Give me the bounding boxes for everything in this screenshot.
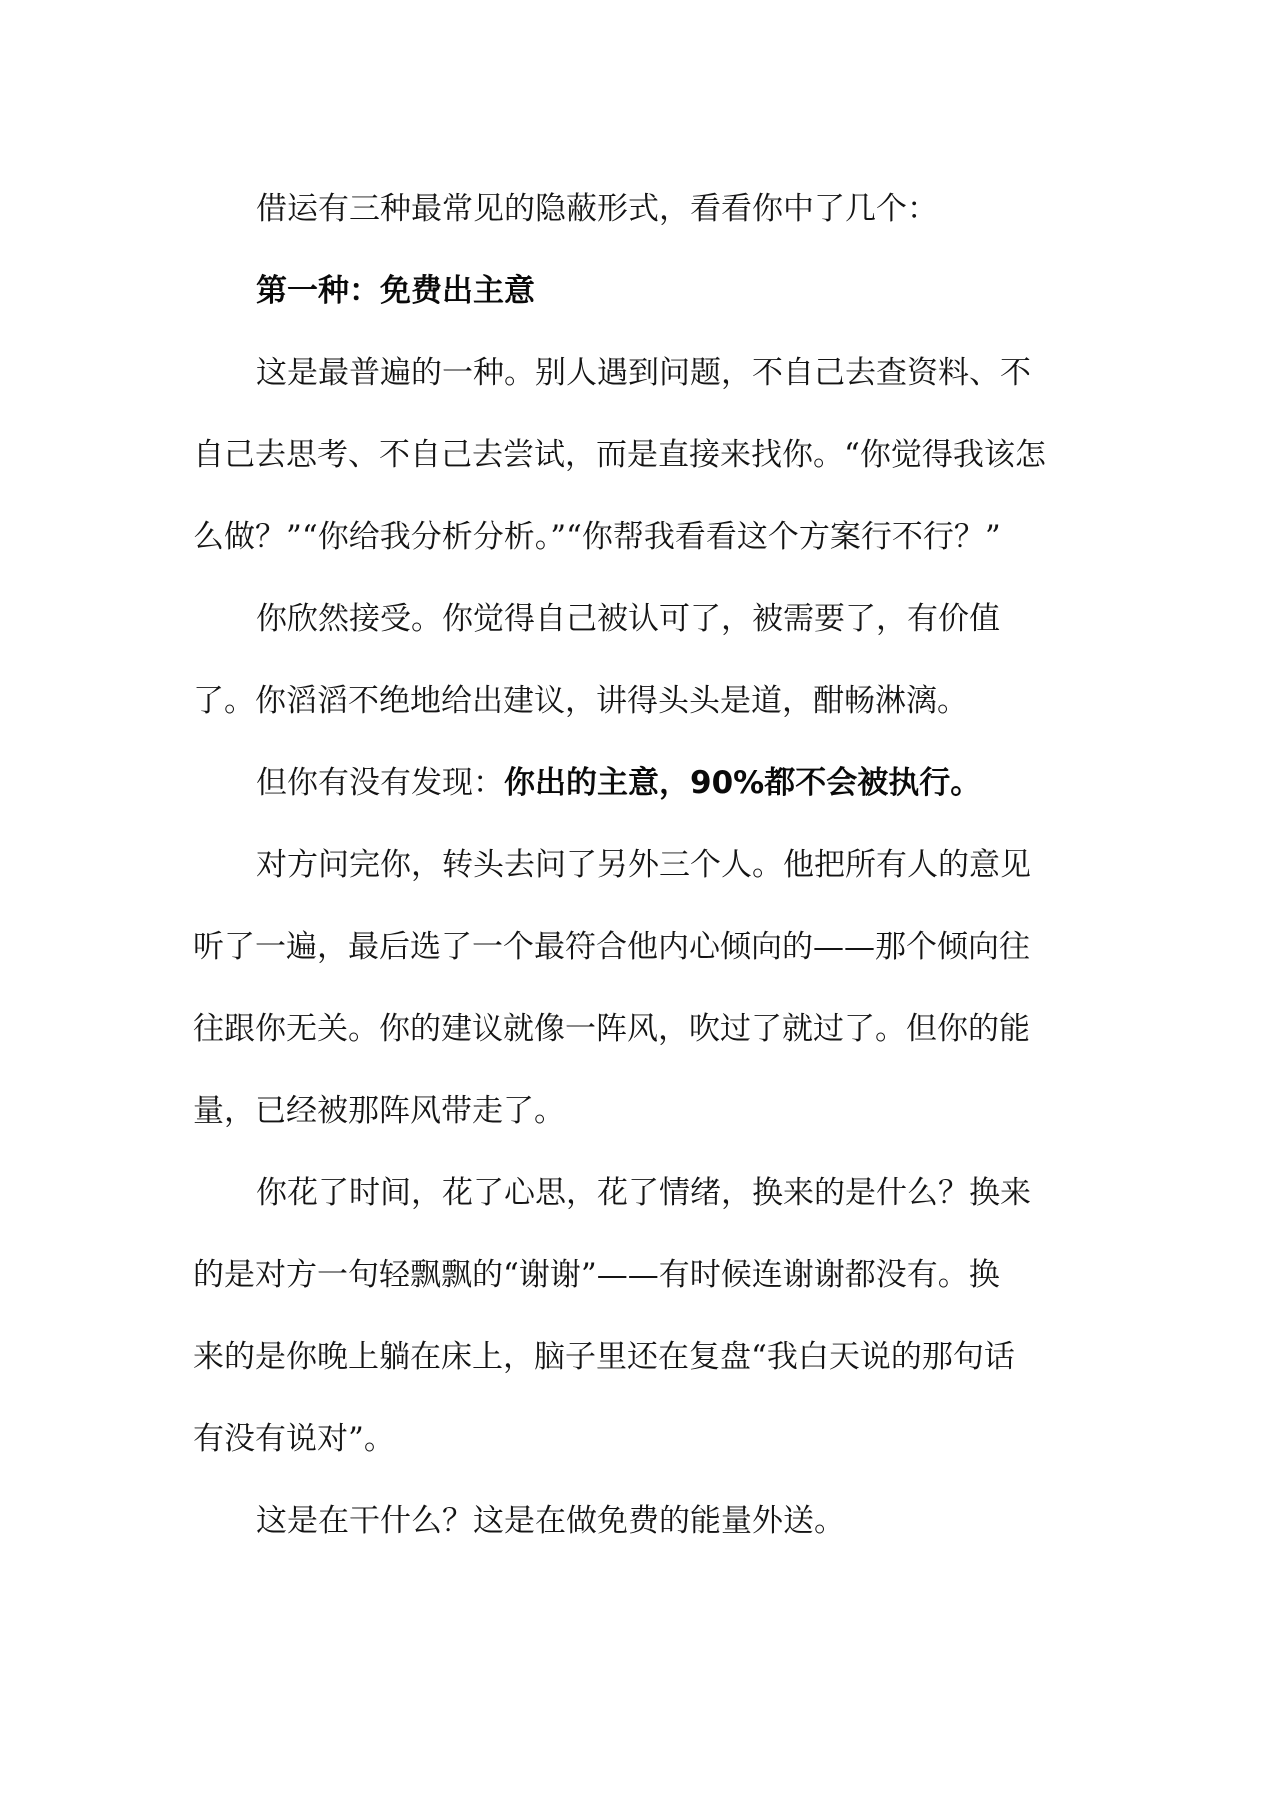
paragraph-line: 你花了时间，花了心思，花了情绪，换来的是什么？换来 (256, 1175, 1031, 1211)
paragraph-3-emphasis: 你出的主意，90%都不会被执行。 (504, 765, 982, 801)
paragraph-line: 听了一遍，最后选了一个最符合他内心倾向的——那个倾向往 (193, 929, 1030, 965)
paragraph-line: 么做？”“你给我分析分析。”“你帮我看看这个方案行不行？” (193, 519, 1001, 555)
paragraph-line: 量，已经被那阵风带走了。 (193, 1093, 565, 1129)
paragraph-line: 自己去思考、不自己去尝试，而是直接来找你。“你觉得我该怎 (193, 437, 1046, 473)
paragraph-6: 这是在干什么？这是在做免费的能量外送。 (256, 1503, 845, 1539)
paragraph-3-lead: 但你有没有发现： (256, 765, 504, 801)
section-heading: 第一种：免费出主意 (256, 273, 535, 309)
intro-paragraph: 借运有三种最常见的隐蔽形式，看看你中了几个： (256, 191, 938, 227)
paragraph-line: 的是对方一句轻飘飘的“谢谢”——有时候连谢谢都没有。换 (193, 1257, 1000, 1293)
paragraph-line: 你欣然接受。你觉得自己被认可了，被需要了，有价值 (256, 601, 1000, 637)
paragraph-3 (193, 742, 1093, 824)
document-body (193, 168, 1093, 1562)
paragraph-4 (193, 824, 1093, 1152)
paragraph-line: 这是最普遍的一种。别人遇到问题，不自己去查资料、不 (256, 355, 1031, 391)
paragraph-line: 有没有说对”。 (193, 1421, 395, 1457)
paragraph-line: 对方问完你，转头去问了另外三个人。他把所有人的意见 (256, 847, 1031, 883)
paragraph-line: 来的是你晚上躺在床上，脑子里还在复盘“我白天说的那句话 (193, 1339, 1015, 1375)
paragraph-1 (193, 332, 1093, 578)
paragraph-5 (193, 1152, 1093, 1480)
paragraph-line: 往跟你无关。你的建议就像一阵风，吹过了就过了。但你的能 (193, 1011, 1030, 1047)
paragraph-2 (193, 578, 1093, 742)
paragraph-line: 了。你滔滔不绝地给出建议，讲得头头是道，酣畅淋漓。 (193, 683, 968, 719)
